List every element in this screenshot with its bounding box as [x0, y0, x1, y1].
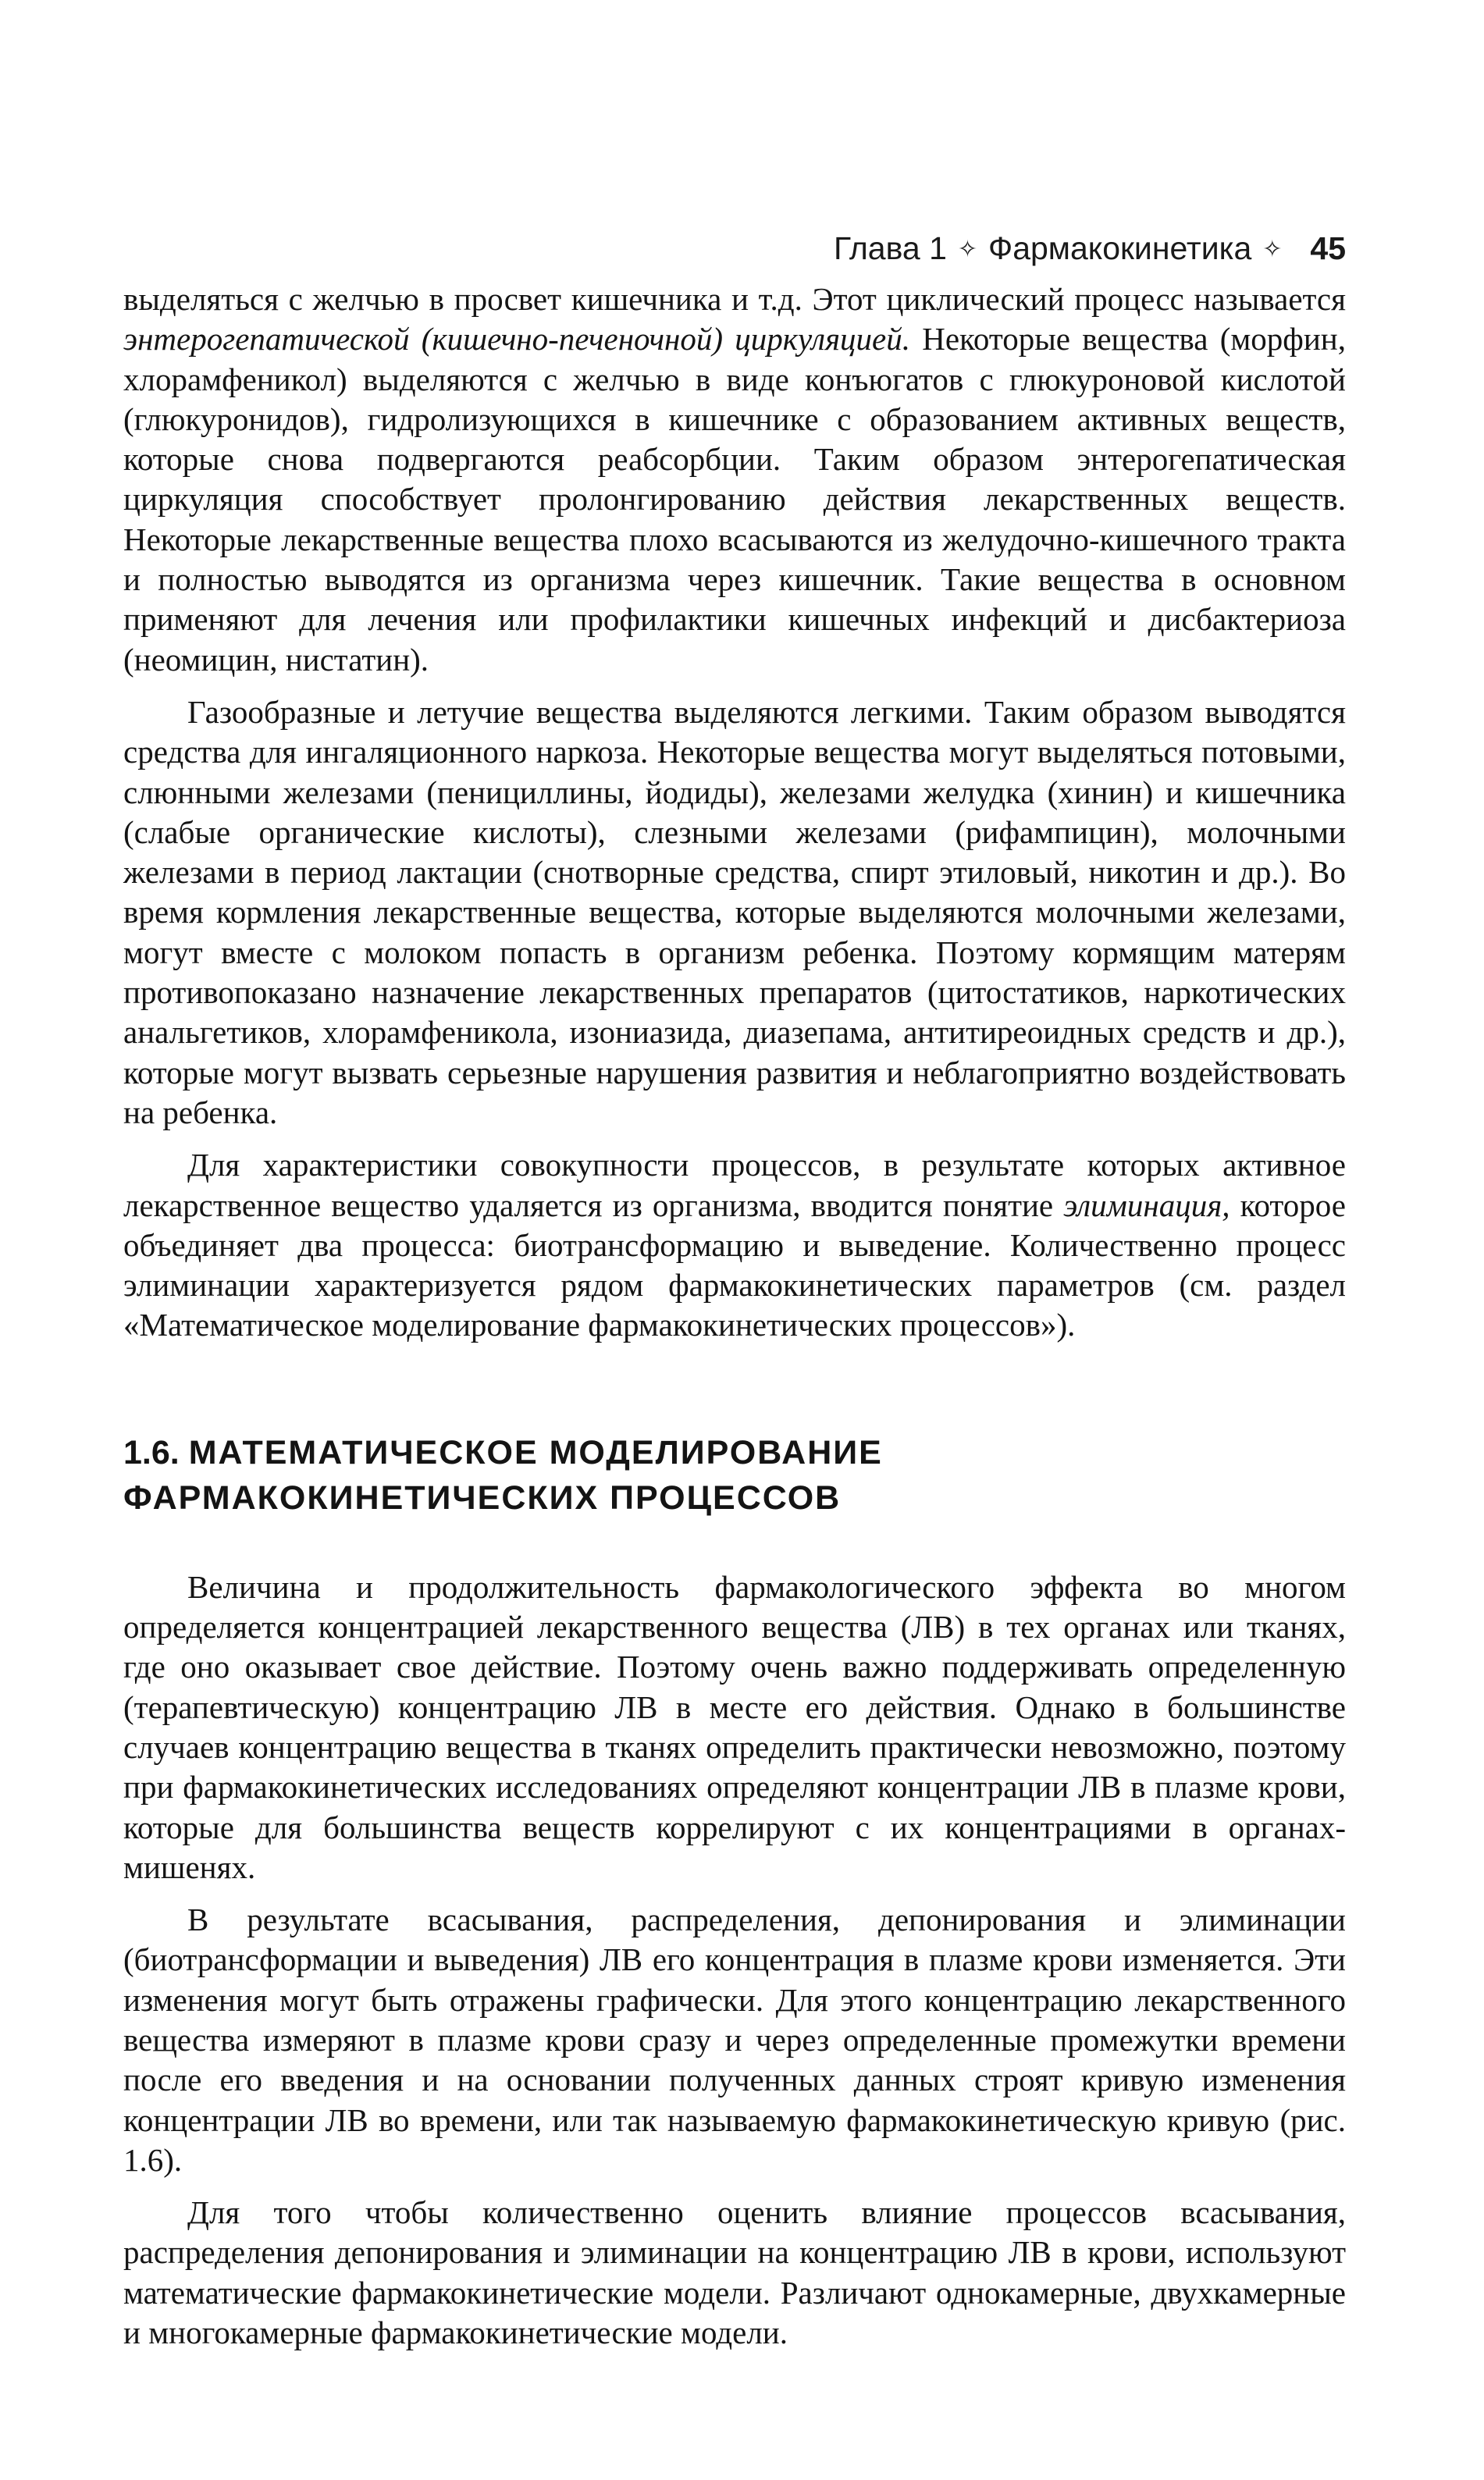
emphasis-term: элиминация, — [1063, 1187, 1230, 1223]
paragraph — [123, 692, 1346, 1133]
paragraph-text: выделяться с желчью в просвет кишечника и т.д. Этот циклический процесс называется — [123, 281, 1346, 317]
emphasis-term: энтерогепатической (кишечно-печеночной) циркуляцией. — [123, 321, 910, 358]
section-title-line-2: ФАРМАКОКИНЕТИЧЕСКИХ ПРОЦЕССОВ — [123, 1478, 842, 1517]
paragraph: Величина и продолжительность фармакологического эффекта во многом определяется концентрацией лекарственного вещества (ЛВ) в тех органах или тканях, где оно оказывает свое действие. Поэтому очень важно поддерживать определенную (терапевтическую) концентрацию ЛВ в месте его действия. Однако в большинстве случаев концентрацию вещества в тканях определить практически невозможно, поэтому при фармакокинетических исследованиях определяют концентрации ЛВ в плазме крови, которые для большинства веществ коррелируют с их концентрациями в органах-мишенях. — [123, 1568, 1346, 1885]
paragraph — [123, 279, 1346, 680]
paragraph: Для того чтобы количественно оценить влияние процессов всасывания, распределения депонирования и элиминации на концентрацию ЛВ в крови, используют математические фармакокинетические модели. Различают однокамерные, двухкамерные и многокамерные фармакокинетические модели. — [123, 2194, 1346, 2351]
paragraph-text: Некоторые вещества (морфин, хлорамфеникол) выделяются с желчью в виде конъюгатов с глюкуроновой кислотой (глюкуронидов), гидролизующихся в кишечнике с образованием активных веществ, которые снова подвергаются реабсорбции. Таким образом энтерогепатическая циркуляция способствует пролонгированию действия лекарственных веществ. Некоторые лекарственные вещества плохо всасываются из желудочно-кишечного тракта и полностью выводятся из организма через кишечник. Такие вещества в основном применяют для лечения или профилактики кишечных инфекций и дисбактериоза (неомицин, нистатин). — [123, 321, 1346, 678]
paragraph-text: которое объединяет два процесса: биотрансформацию и выведение. Количественно процесс элиминации характеризуется рядом фармакокинетических параметров (см. раздел «Математическое моделирование фармакокинетических процессов»). — [123, 1187, 1346, 1343]
diamond-separator-icon: ✧ — [957, 237, 978, 262]
running-header — [123, 226, 1346, 270]
section-title-line-1: МАТЕМАТИЧЕСКОЕ МОДЕЛИРОВАНИЕ — [188, 1433, 883, 1471]
book-page — [123, 226, 1346, 2353]
section-label: Фармакокинетика — [988, 230, 1252, 266]
section-heading — [123, 1430, 1346, 1521]
chapter-label: Глава 1 — [833, 230, 947, 266]
section-number: 1.6. — [123, 1433, 180, 1471]
diamond-separator-icon: ✧ — [1262, 237, 1283, 262]
paragraph-text: Газообразные и летучие вещества выделяются легкими. Таким образом выводятся средства для ингаляционного наркоза. Некоторые вещества могут выделяться потовыми, слюнными железами (пенициллины, йодиды), железами желудка (хинин) и кишечника (слабые органические кислоты), слезными железами (рифампицин), молочными железами в период лактации (снотворные средства, спирт этиловый, никотин и др.). Во время кормления лекарственные вещества, которые выделяются молочными железами, могут вместе с молоком попасть в организм ребенка. Поэтому кормящим матерям противопоказано назначение лекарственных препаратов (цитостатиков, наркотических анальгетиков, хлорамфеникола, изониазида, диазепама, антитиреоидных средств и др.), которые могут вызвать серьезные нарушения развития и неблагоприятно воздействовать на ребенка. — [123, 693, 1346, 1130]
paragraph-text: Для характеристики совокупности процессов, в результате которых активное лекарственное вещество удаляется из организма, вводится понятие — [123, 1147, 1346, 1223]
paragraph — [123, 1145, 1346, 1345]
page-number: 45 — [1310, 230, 1346, 266]
paragraph: В результате всасывания, распределения, депонирования и элиминации (биотрансформации и выведения) ЛВ его концентрация в плазме крови изменяется. Эти изменения могут быть отражены графически. Для этого концентрацию лекарственного вещества измеряют в плазме крови сразу и через определенные промежутки времени после его введения и на основании полученных данных строят кривую изменения концентрации ЛВ во времени, или так называемую фармакокинетическую кривую (рис. 1.6). — [123, 1902, 1346, 2178]
